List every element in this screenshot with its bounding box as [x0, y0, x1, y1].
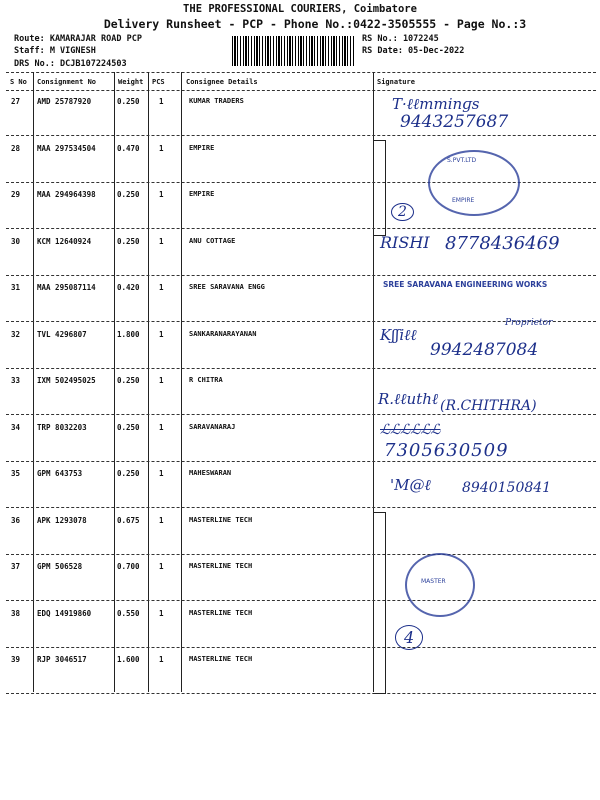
row-pcs: 1: [159, 562, 164, 571]
signature-name-33: (R.CHITHRA): [440, 398, 537, 414]
row-consignee-name: R CHITRA: [189, 376, 223, 384]
signature-scribble: Kʃʃiℓℓ: [380, 326, 417, 344]
row-separator: [6, 693, 596, 694]
row-weight: 0.250: [117, 423, 140, 432]
header-top-rule: [6, 72, 596, 73]
row-consignee-name: SARAVANARAJ: [189, 423, 236, 431]
row-consignee-name: MAHESWARAN: [189, 469, 232, 477]
row-sno: 28: [11, 144, 21, 153]
col-divider: [181, 72, 182, 692]
signature-phone-34: 7305630509: [384, 440, 509, 461]
signature-proprietor: Proprietor: [505, 318, 553, 328]
row-consignment-no: TRP 8032203: [37, 423, 87, 432]
row-weight: 0.550: [117, 609, 140, 618]
row-weight: 0.250: [117, 469, 140, 478]
signature-scribble: T·ℓℓmminɡs: [392, 95, 480, 113]
row-weight: 0.250: [117, 97, 140, 106]
row-consignee-name: EMPIRE: [189, 144, 215, 152]
stamp-text: SREE SARAVANA ENGINEERING WORKS: [383, 280, 548, 289]
row-separator: [6, 228, 596, 229]
row-consignee-name: KUMAR TRADERS: [189, 97, 244, 105]
barcode: [232, 36, 354, 66]
row-weight: 0.675: [117, 516, 140, 525]
rs-date: RS Date: 05-Dec-2022: [362, 46, 465, 56]
row-weight: 0.470: [117, 144, 140, 153]
col-divider: [148, 72, 149, 692]
row-sno: 36: [11, 516, 21, 525]
signature-phone-35: 8940150841: [462, 480, 552, 496]
row-sno: 32: [11, 330, 21, 339]
row-consignment-no: KCM 12640924: [37, 237, 92, 246]
stamp-text: EMPIRE: [452, 197, 475, 204]
signature-scribble: 'M@ℓ: [390, 476, 431, 494]
row-consignment-no: RJP 3046517: [37, 655, 87, 664]
row-sno: 33: [11, 376, 21, 385]
row-consignee-name: EMPIRE: [189, 190, 215, 198]
col-details: Consignee Details: [186, 78, 258, 86]
row-sno: 30: [11, 237, 21, 246]
row-consignee-name: SREE SARAVANA ENGG: [189, 283, 265, 291]
row-pcs: 1: [159, 190, 164, 199]
row-group-bracket: [373, 140, 386, 236]
signature-name-30: RISHI: [380, 233, 430, 252]
row-sno: 27: [11, 97, 21, 106]
signature-mark-39: 4: [395, 625, 423, 650]
row-pcs: 1: [159, 376, 164, 385]
signature-phone-27: 9443257687: [400, 112, 509, 132]
stamp-text: S.PVT.LTD: [447, 157, 477, 164]
row-consignment-no: APK 1293078: [37, 516, 87, 525]
row-pcs: 1: [159, 237, 164, 246]
row-consignment-no: IXM 502495025: [37, 376, 96, 385]
signature-phone-32: 9942487084: [430, 340, 539, 360]
row-consignment-no: GPM 643753: [37, 469, 83, 478]
row-consignment-no: AMD 25787920: [37, 97, 92, 106]
row-weight: 0.700: [117, 562, 140, 571]
row-separator: [6, 600, 596, 601]
row-weight: 0.250: [117, 237, 140, 246]
signature-mark-29: 2: [391, 203, 414, 221]
row-consignee-name: ANU COTTAGE: [189, 237, 236, 245]
company-heading: THE PROFESSIONAL COURIERS, Coimbatore: [183, 3, 417, 15]
col-divider: [114, 72, 115, 692]
signature-scribble: ℒℒℒℒℒℒ: [380, 422, 441, 438]
row-pcs: 1: [159, 97, 164, 106]
row-pcs: 1: [159, 144, 164, 153]
row-separator: [6, 368, 596, 369]
row-consignment-no: TVL 4296807: [37, 330, 87, 339]
company-stamp: [405, 553, 475, 617]
row-consignment-no: MAA 295087114: [37, 283, 96, 292]
row-pcs: 1: [159, 655, 164, 664]
row-weight: 1.600: [117, 655, 140, 664]
row-weight: 0.250: [117, 190, 140, 199]
row-sno: 39: [11, 655, 21, 664]
row-weight: 0.420: [117, 283, 140, 292]
col-pcs: PCS: [152, 78, 165, 86]
row-pcs: 1: [159, 423, 164, 432]
row-separator: [6, 275, 596, 276]
runsheet-title: Delivery Runsheet - PCP - Phone No.:0422-3505555 - Page No.:3: [103, 17, 527, 31]
signature-phone-30: 8778436469: [445, 233, 560, 254]
row-pcs: 1: [159, 283, 164, 292]
signature-scribble: R.ℓℓuthℓ: [378, 390, 439, 408]
row-separator: [6, 414, 596, 415]
row-consignment-no: EDQ 14919860: [37, 609, 92, 618]
row-sno: 34: [11, 423, 21, 432]
row-separator: [6, 507, 596, 508]
row-sno: 35: [11, 469, 21, 478]
row-pcs: 1: [159, 469, 164, 478]
row-group-bracket: [373, 512, 386, 694]
row-separator: [6, 554, 596, 555]
col-divider: [33, 72, 34, 692]
row-consignment-no: MAA 294964398: [37, 190, 96, 199]
col-consignment: Consignment No: [37, 78, 97, 86]
route-label: Route: KAMARAJAR ROAD PCP: [14, 34, 142, 44]
rs-number: RS No.: 1072245: [362, 34, 439, 44]
col-sno: S No: [10, 78, 27, 86]
row-sno: 29: [11, 190, 21, 199]
row-consignee-name: MASTERLINE TECH: [189, 655, 253, 663]
header-bottom-rule: [6, 90, 596, 91]
staff-label: Staff: M VIGNESH: [14, 46, 96, 56]
col-weight: Weight: [118, 78, 144, 86]
row-separator: [6, 461, 596, 462]
row-separator: [6, 647, 596, 648]
row-pcs: 1: [159, 330, 164, 339]
row-consignment-no: GPM 506528: [37, 562, 83, 571]
row-sno: 37: [11, 562, 21, 571]
row-consignment-no: MAA 297534504: [37, 144, 96, 153]
drs-number: DRS No.: DCJB107224503: [14, 59, 127, 69]
row-sno: 38: [11, 609, 21, 618]
row-weight: 0.250: [117, 376, 140, 385]
stamp-text: MASTER: [421, 578, 446, 585]
row-sno: 31: [11, 283, 21, 292]
row-pcs: 1: [159, 516, 164, 525]
col-signature: Signature: [377, 78, 415, 86]
row-weight: 1.800: [117, 330, 140, 339]
row-consignee-name: MASTERLINE TECH: [189, 609, 253, 617]
row-consignee-name: MASTERLINE TECH: [189, 516, 253, 524]
row-pcs: 1: [159, 609, 164, 618]
row-consignee-name: SANKARANARAYANAN: [189, 330, 257, 338]
row-separator: [6, 135, 596, 136]
row-consignee-name: MASTERLINE TECH: [189, 562, 253, 570]
